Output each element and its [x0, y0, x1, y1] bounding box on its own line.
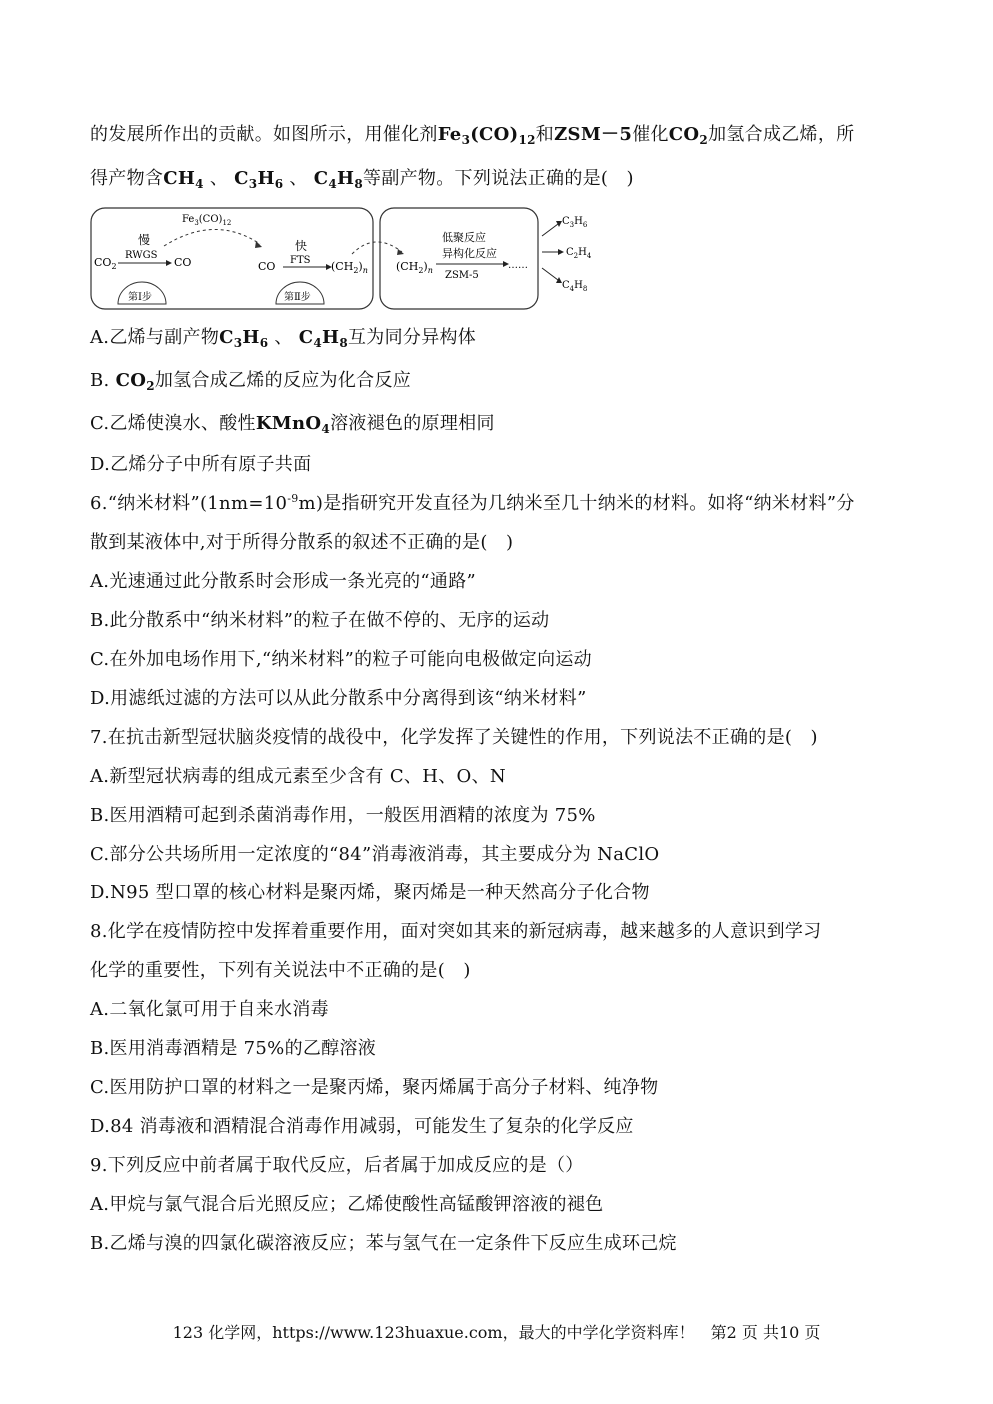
- text: 加氢合成乙烯，所: [708, 124, 855, 145]
- isomerization-label: 异构化反应: [442, 247, 497, 260]
- q5-option-c: C.乙烯使溴水、酸性KMnO$_4$溶液褪色的原理相同: [90, 413, 495, 436]
- ellipsis: ……: [508, 260, 528, 271]
- q8-stem-line1: 8.化学在疫情防控中发挥着重要作用，面对突如其来的新冠病毒，越来越多的人意识到学习: [90, 921, 822, 942]
- text: 催化: [632, 124, 669, 145]
- q5-option-b: B. $CO_2$加氢合成乙烯的反应为化合反应: [90, 370, 412, 393]
- product-c3h6: $C_3H_6$: [562, 216, 588, 229]
- text: 的发展所作出的贡献。如图所示，用催化剂: [90, 124, 438, 145]
- q6-stem-line1: 6.“纳米材料$”(1nm=10^{-9}m)$是指研究开发直径为几纳米至几十纳米的材料。如将“纳米材料”分: [90, 492, 855, 514]
- c4h8-formula: $C_4H_8$: [313, 168, 364, 191]
- text: 和: [535, 124, 555, 145]
- arrow-head: [166, 260, 172, 266]
- co2-label: $CO_2$: [94, 256, 117, 271]
- q7-stem: 7.在抗击新型冠状脑炎疫情的战役中，化学发挥了关键性的作用，下列说法不正确的是( ): [90, 727, 818, 748]
- co2-formula: $CO_2$: [668, 124, 709, 147]
- slow-label: 慢: [138, 233, 151, 247]
- fts-label: FTS: [290, 255, 311, 266]
- q8-option-b: B.医用消毒酒精是 75%的乙醇溶液: [90, 1038, 377, 1059]
- product-c4h8: $C_4H_8$: [562, 280, 588, 293]
- catalyst-formula: $Fe_3(CO)_{12}$: [437, 124, 536, 147]
- q5-option-d: D.乙烯分子中所有原子共面: [90, 454, 312, 475]
- co-label-2: CO: [258, 260, 276, 273]
- q6-option-b: B.此分散系中“纳米材料”的粒子在做不停的、无序的运动: [90, 610, 550, 631]
- q6-stem-line2: 散到某液体中,对于所得分散系的叙述不正确的是( ): [90, 532, 514, 553]
- text: 得产物含: [90, 168, 164, 189]
- q6-option-c: C.在外加电场作用下,“纳米材料”的粒子可能向电极做定向运动: [90, 649, 592, 670]
- q5-stem-line2: 得产物含$CH_4$ 、 $C_3H_6$ 、 $C_4H_8$等副产物。下列说法正确的是( ): [90, 168, 634, 191]
- q9-option-a: A.甲烷与氯气混合后光照反应；乙烯使酸性高锰酸钾溶液的褪色: [90, 1194, 604, 1215]
- catalyst-zsm: ZSM－5: [554, 124, 633, 145]
- zsm-label: ZSM-5: [445, 270, 479, 281]
- q7-option-a: A.新型冠状病毒的组成元素至少含有 C、H、O、N: [90, 766, 506, 787]
- q6-option-a: A.光速通过此分散系时会形成一条光亮的“通路”: [90, 571, 477, 592]
- q7-option-d: D.N95 型口罩的核心材料是聚丙烯，聚丙烯是一种天然高分子化合物: [90, 882, 650, 903]
- q8-option-a: A.二氧化氯可用于自来水消毒: [90, 999, 329, 1020]
- product-arrow-3: [542, 268, 558, 280]
- c3h6-formula: $C_3H_6$: [219, 327, 269, 350]
- product-arrow-1: [542, 224, 558, 236]
- co-label: CO: [174, 256, 192, 269]
- q8-option-d: D.84 消毒液和酒精混合消毒作用减弱，可能发生了复杂的化学反应: [90, 1116, 634, 1137]
- product-c2h4: $C_2H_4$: [566, 247, 592, 260]
- co2-formula: $CO_2$: [115, 370, 155, 393]
- q9-stem: 9.下列反应中前者属于取代反应，后者属于加成反应的是（）: [90, 1155, 584, 1176]
- oligomerization-label: 低聚反应: [442, 231, 486, 244]
- step2-label: 第Ⅱ步: [284, 292, 311, 303]
- step1-label: 第Ⅰ步: [128, 292, 152, 303]
- q9-option-b: B.乙烯与溴的四氯化碳溶液反应；苯与氢气在一定条件下反应生成环己烷: [90, 1233, 677, 1254]
- kmno4-formula: KMnO$_4$: [255, 413, 331, 436]
- text: 等副产物。下列说法正确的是( ): [363, 168, 634, 189]
- q8-stem-line2: 化学的重要性，下列有关说法中不正确的是( ): [90, 960, 471, 981]
- ch2n-label: $(CH_2)_n$: [331, 260, 368, 275]
- fast-label: 快: [295, 239, 308, 253]
- c3h6-formula: $C_3H_6$: [234, 168, 284, 191]
- q8-option-c: C.医用防护口罩的材料之一是聚丙烯，聚丙烯属于高分子材料、纯净物: [90, 1077, 659, 1098]
- q7-option-b: B.医用酒精可起到杀菌消毒作用，一般医用酒精的浓度为 75%: [90, 805, 596, 826]
- fe-catalyst-label: $Fe_3(CO)_{12}$: [182, 214, 232, 227]
- transfer-curve-2: [352, 242, 402, 254]
- arrow-head: [558, 249, 564, 255]
- arrow-head: [397, 249, 404, 255]
- ch4-formula: $CH_4$: [163, 168, 204, 191]
- reaction-diagram: [90, 206, 595, 312]
- ch2n-label-2: $(CH_2)_n$: [396, 260, 433, 275]
- arrow-head: [255, 241, 262, 248]
- q5-option-a: A.乙烯与副产物$C_3H_6$ 、 $C_4H_8$互为同分异构体: [90, 327, 477, 350]
- c4h8-formula: $C_4H_8$: [298, 327, 348, 350]
- transfer-curve: [164, 229, 260, 246]
- q6-option-d: D.用滤纸过滤的方法可以从此分散系中分离得到该“纳米材料”: [90, 688, 587, 709]
- page-footer: 123 化学网，https://www.123huaxue.com，最大的中学化学资料库！ 第2 页 共10 页: [172, 1323, 821, 1342]
- q7-option-c: C.部分公共场所用一定浓度的“84”消毒液消毒，其主要成分为 NaClO: [90, 844, 660, 865]
- q5-stem-line1: [90, 123, 854, 147]
- rwgs-label: RWGS: [125, 250, 158, 261]
